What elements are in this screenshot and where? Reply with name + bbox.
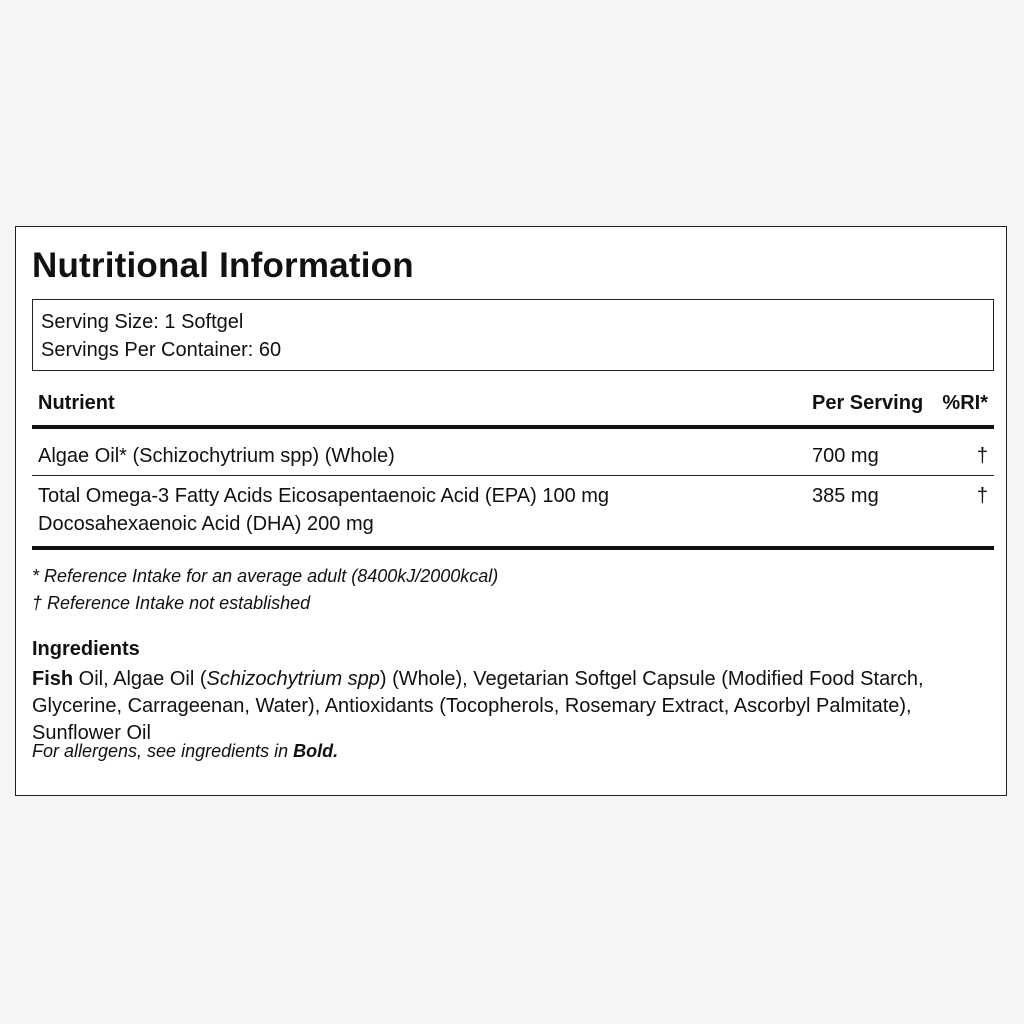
ingredients-heading: Ingredients	[32, 638, 140, 660]
header-ri: %RI*	[942, 392, 988, 414]
table-row	[32, 429, 994, 476]
ingredients-list	[32, 666, 1000, 747]
ri-value: †	[976, 485, 988, 507]
footnote-not-established: † Reference Intake not established	[32, 593, 311, 613]
header-per-serving: Per Serving	[812, 392, 924, 414]
table-header	[32, 387, 994, 429]
footnotes	[32, 563, 498, 617]
ingredients-species: Schizochytrium spp	[206, 668, 380, 690]
serving-size: Serving Size: 1 Softgel	[41, 311, 244, 333]
page-title: Nutritional Information	[32, 246, 414, 285]
allergen-note-prefix: For allergens, see ingredients in	[32, 741, 294, 761]
per-serving-value: 385 mg	[812, 485, 879, 507]
allergen-note-bold: Bold.	[293, 741, 339, 761]
nutrient-table	[32, 387, 994, 550]
serving-info-box	[32, 299, 994, 371]
nutrition-panel	[15, 226, 1007, 796]
ri-value: †	[976, 445, 988, 467]
nutrient-name: Total Omega-3 Fatty Acids Eicosapentaenoic Acid (EPA) 100 mg Docosahexaenoic Acid (DHA) 200 mg	[38, 485, 610, 535]
allergen-fish: Fish	[32, 668, 74, 690]
per-serving-value: 700 mg	[812, 445, 879, 467]
header-nutrient: Nutrient	[38, 392, 115, 414]
ingredients-part-2: ) (Whole), Vegetarian Softgel Capsule (Modified Food Starch, Glycerine, Carrageenan, Water), Antioxidants (Tocopherols, Rosemary Extract, Ascorbyl Palmitate), Sunflower Oil	[32, 668, 924, 744]
allergen-note	[32, 738, 338, 765]
footnote-reference-intake: * Reference Intake for an average adult (8400kJ/2000kcal)	[32, 566, 499, 586]
nutrient-name: Algae Oil* (Schizochytrium spp) (Whole)	[38, 445, 395, 467]
ingredients-part-1: Oil, Algae Oil (	[73, 668, 207, 690]
table-row	[32, 476, 994, 550]
servings-per-container: Servings Per Container: 60	[41, 339, 282, 361]
